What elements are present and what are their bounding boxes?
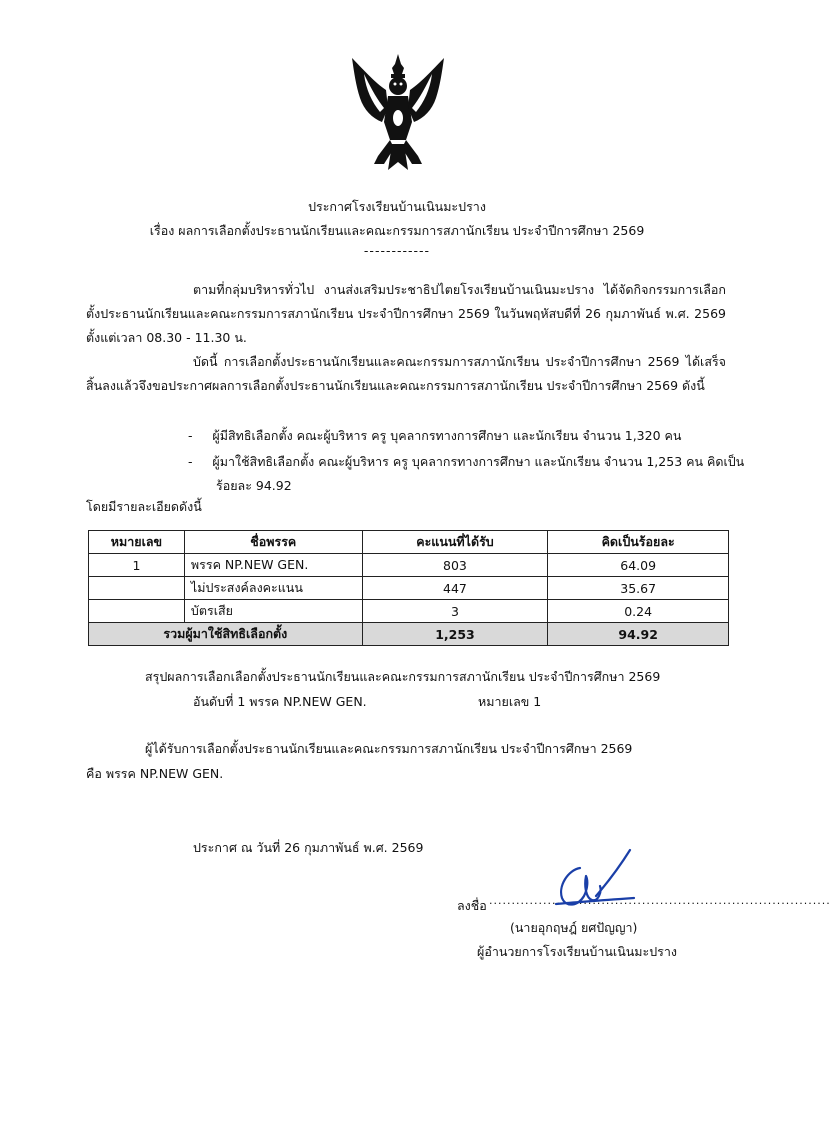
header-percent: คิดเป็นร้อยละ bbox=[548, 531, 729, 554]
row-party: พรรค NP.NEW GEN. bbox=[184, 554, 362, 577]
signature-label: ลงชื่อ bbox=[457, 898, 487, 913]
list-item-eligible bbox=[188, 426, 681, 446]
row-votes: 447 bbox=[362, 577, 548, 600]
row-number: 1 bbox=[89, 554, 185, 577]
eligible-voters-text: ผู้มีสิทธิเลือกตั้ง คณะผู้บริหาร ครู บุคลากรทางการศึกษา และนักเรียน จำนวน 1,320 คน bbox=[212, 428, 682, 443]
row-votes: 803 bbox=[362, 554, 548, 577]
row-votes: 3 bbox=[362, 600, 548, 623]
bullet-marker: - bbox=[188, 454, 193, 469]
director-name: (นายอุกฤษฎ์ ยศปัญญา) bbox=[510, 920, 638, 935]
total-label: รวมผู้มาใช้สิทธิเลือกตั้ง bbox=[89, 623, 363, 646]
row-percent: 35.67 bbox=[548, 577, 729, 600]
row-percent: 64.09 bbox=[548, 554, 729, 577]
row-party: ไม่ประสงค์ลงคะแนน bbox=[184, 577, 362, 600]
result-paragraph bbox=[86, 350, 726, 398]
row-number bbox=[89, 600, 185, 623]
subject-line: เรื่อง ผลการเลือกตั้งประธานนักเรียนและคณะกรรมการสภานักเรียน ประจำปีการศึกษา 2569 bbox=[149, 223, 645, 238]
winner-heading: ผู้ได้รับการเลือกตั้งประธานนักเรียนและคณะกรรมการสภานักเรียน ประจำปีการศึกษา 2569 bbox=[145, 741, 633, 756]
rank-text: อันดับที่ 1 พรรค NP.NEW GEN. bbox=[193, 694, 367, 709]
turnout-text: ผู้มาใช้สิทธิเลือกตั้ง คณะผู้บริหาร ครู บุคลากรทางการศึกษา และนักเรียน จำนวน 1,253 คน คิดเป็นร้อยละ 94.92 bbox=[212, 454, 745, 493]
header-votes: คะแนนที่ได้รับ bbox=[362, 531, 548, 554]
announcement-date: ประกาศ ณ วันที่ 26 กุมภาพันธ์ พ.ศ. 2569 bbox=[193, 840, 424, 855]
director-position: ผู้อำนวยการโรงเรียนบ้านเนินมะปราง bbox=[477, 944, 678, 959]
title-divider: ------------ bbox=[363, 243, 431, 258]
table-total-row bbox=[89, 623, 729, 646]
intro-text: ตามที่กลุ่มบริหารทั่วไป งานส่งเสริมประชาธิปไตยโรงเรียนบ้านเนินมะปราง ได้จัดกิจกรรมการเลือกตั้งประธานนักเรียนและคณะกรรมการสภานักเรียน ประจำปีการศึกษา 2569 ในวันพฤหัสบดีที่ 26 กุมภาพันธ์ พ.ศ. 2569 ตั้งแต่เวลา 08.30 - 11.30 น. bbox=[86, 282, 726, 345]
summary-heading: สรุปผลการเลือกเลือกตั้งประธานนักเรียนและคณะกรรมการสภานักเรียน ประจำปีการศึกษา 2569 bbox=[145, 669, 661, 684]
rank-number: หมายเลข 1 bbox=[478, 694, 542, 709]
signature-line: ............................................................................ bbox=[489, 894, 831, 907]
page-title: ประกาศโรงเรียนบ้านเนินมะปราง bbox=[308, 199, 486, 214]
results-table bbox=[88, 530, 729, 646]
table-row bbox=[89, 577, 729, 600]
table-row bbox=[89, 600, 729, 623]
total-percent: 94.92 bbox=[548, 623, 729, 646]
list-item-turnout bbox=[188, 450, 756, 498]
row-percent: 0.24 bbox=[548, 600, 729, 623]
header-party: ชื่อพรรค bbox=[184, 531, 362, 554]
table-header-row bbox=[89, 531, 729, 554]
table-row bbox=[89, 554, 729, 577]
details-label: โดยมีรายละเอียดดังนี้ bbox=[86, 499, 202, 514]
row-party: บัตรเสีย bbox=[184, 600, 362, 623]
result-text: บัดนี้ การเลือกตั้งประธานนักเรียนและคณะกรรมการสภานักเรียน ประจำปีการศึกษา 2569 ได้เสร็จสิ้นลงแล้วจึงขอประกาศผลการเลือกตั้งประธานนักเรียนและคณะกรรมการสภานักเรียน ประจำปีการศึกษา 2569 ดังนี้ bbox=[86, 354, 726, 393]
row-number bbox=[89, 577, 185, 600]
garuda-emblem-icon bbox=[346, 52, 450, 174]
winner-text: คือ พรรค NP.NEW GEN. bbox=[86, 766, 224, 781]
intro-paragraph bbox=[86, 278, 726, 350]
bullet-marker: - bbox=[188, 428, 193, 443]
total-votes: 1,253 bbox=[362, 623, 548, 646]
signature-mark bbox=[548, 846, 638, 916]
header-number: หมายเลข bbox=[89, 531, 185, 554]
